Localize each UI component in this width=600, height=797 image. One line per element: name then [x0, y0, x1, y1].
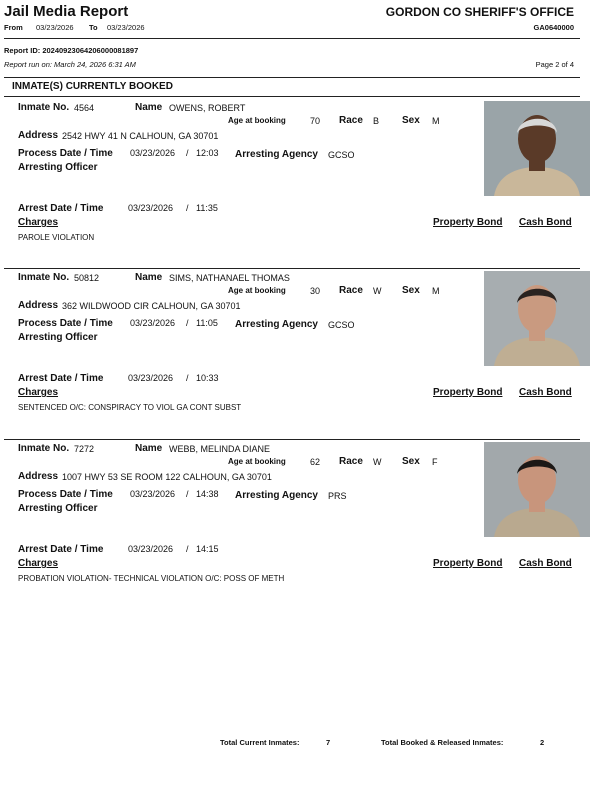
process-label: Process Date / Time [18, 318, 113, 329]
race-label: Race [339, 115, 363, 126]
officer-label: Arresting Officer [18, 332, 98, 343]
address-label: Address [18, 130, 59, 141]
process-time: 12:03 [196, 148, 219, 158]
arrest-label: Arrest Date / Time [18, 544, 104, 555]
arrest-date: 03/23/2026 [128, 373, 174, 383]
arrest-slash: / [186, 203, 189, 213]
agency-value: GCSO [328, 320, 355, 330]
process-slash: / [186, 489, 189, 499]
property-bond-label: Property Bond [433, 387, 503, 398]
inmate-record [4, 439, 580, 609]
age-value: 70 [310, 116, 321, 126]
agency-label: Arresting Agency [235, 149, 318, 160]
race-label: Race [339, 456, 363, 467]
race-value: W [373, 457, 382, 467]
inmate-no-value: 4564 [74, 103, 95, 113]
inmate-no-label: Inmate No. [18, 443, 70, 454]
arrest-time: 14:15 [196, 544, 219, 554]
from-date: 03/23/2026 [36, 23, 74, 32]
sex-value: M [432, 286, 440, 296]
inmate-no-value: 50812 [74, 273, 100, 283]
cash-bond-label: Cash Bond [519, 558, 572, 569]
process-label: Process Date / Time [18, 148, 113, 159]
from-label: From [4, 23, 23, 32]
arrest-date: 03/23/2026 [128, 203, 174, 213]
total-booked-label: Total Booked & Released Inmates: [381, 738, 504, 747]
charge-text: SENTENCED O/C: CONSPIRACY TO VIOL GA CONT SUBST [18, 403, 242, 412]
report-title: Jail Media Report [4, 3, 129, 20]
name-label: Name [135, 102, 163, 113]
cash-bond-label: Cash Bond [519, 387, 572, 398]
charges-label: Charges [18, 558, 59, 569]
agency-label: Arresting Agency [235, 490, 318, 501]
sex-value: F [432, 457, 438, 467]
process-date: 03/23/2026 [130, 148, 176, 158]
total-booked-value: 2 [540, 738, 545, 747]
agency-code: GA0640000 [533, 23, 574, 32]
property-bond-label: Property Bond [433, 558, 503, 569]
total-current-label: Total Current Inmates: [220, 738, 300, 747]
to-label: To [89, 23, 98, 32]
mugshot-image [484, 101, 590, 196]
process-slash: / [186, 318, 189, 328]
sex-label: Sex [402, 115, 420, 126]
arrest-time: 11:35 [196, 203, 218, 213]
agency-label: Arresting Agency [235, 319, 318, 330]
officer-label: Arresting Officer [18, 162, 98, 173]
age-value: 30 [310, 286, 321, 296]
address-label: Address [18, 471, 59, 482]
inmate-no-value: 7272 [74, 444, 95, 454]
inmate-name: WEBB, MELINDA DIANE [169, 444, 271, 454]
inmate-name: OWENS, ROBERT [169, 103, 246, 113]
page-number: Page 2 of 4 [535, 60, 574, 69]
inmate-name: SIMS, NATHANAEL THOMAS [169, 273, 290, 283]
process-label: Process Date / Time [18, 489, 113, 500]
charges-label: Charges [18, 217, 59, 228]
section-title: INMATE(S) CURRENTLY BOOKED [12, 81, 173, 92]
charge-text: PAROLE VIOLATION [18, 233, 95, 242]
arrest-label: Arrest Date / Time [18, 373, 104, 384]
name-label: Name [135, 272, 163, 283]
address-value: 362 WILDWOOD CIR CALHOUN, GA 30701 [62, 301, 241, 311]
race-value: B [373, 116, 380, 126]
mugshot-image [484, 271, 590, 366]
charge-text: PROBATION VIOLATION- TECHNICAL VIOLATION O/C: POSS OF METH [18, 574, 285, 583]
process-time: 11:05 [196, 318, 218, 328]
process-time: 14:38 [196, 489, 219, 499]
inmate-record [4, 98, 580, 268]
inmate-record [4, 268, 580, 438]
inmate-no-label: Inmate No. [18, 102, 70, 113]
arrest-time: 10:33 [196, 373, 219, 383]
race-label: Race [339, 285, 363, 296]
age-label: Age at booking [228, 286, 286, 295]
record-divider [4, 268, 580, 269]
officer-label: Arresting Officer [18, 503, 98, 514]
to-date: 03/23/2026 [107, 23, 145, 32]
agency-name: GORDON CO SHERIFF'S OFFICE [385, 5, 574, 19]
race-value: W [373, 286, 382, 296]
charges-label: Charges [18, 387, 59, 398]
report-run-on: Report run on: March 24, 2026 6:31 AM [4, 60, 136, 69]
process-slash: / [186, 148, 189, 158]
report-id: Report ID: 20240923064206000081897 [4, 46, 139, 55]
age-label: Age at booking [228, 116, 286, 125]
inmate-no-label: Inmate No. [18, 272, 70, 283]
address-label: Address [18, 300, 59, 311]
process-date: 03/23/2026 [130, 489, 176, 499]
age-label: Age at booking [228, 457, 286, 466]
address-value: 2542 HWY 41 N CALHOUN, GA 30701 [62, 131, 219, 141]
mugshot-image [484, 442, 590, 537]
sex-label: Sex [402, 285, 420, 296]
name-label: Name [135, 443, 163, 454]
arrest-slash: / [186, 373, 189, 383]
arrest-date: 03/23/2026 [128, 544, 174, 554]
sex-label: Sex [402, 456, 420, 467]
cash-bond-label: Cash Bond [519, 217, 572, 228]
agency-value: GCSO [328, 150, 355, 160]
process-date: 03/23/2026 [130, 318, 176, 328]
address-value: 1007 HWY 53 SE ROOM 122 CALHOUN, GA 30701 [62, 472, 272, 482]
age-value: 62 [310, 457, 321, 467]
mugshot-photo [484, 271, 590, 366]
mugshot-photo [484, 442, 590, 537]
sex-value: M [432, 116, 440, 126]
agency-value: PRS [328, 491, 347, 501]
arrest-slash: / [186, 544, 189, 554]
total-current-value: 7 [326, 738, 331, 747]
property-bond-label: Property Bond [433, 217, 503, 228]
header-divider [4, 38, 580, 39]
arrest-label: Arrest Date / Time [18, 203, 104, 214]
section-header [4, 77, 580, 97]
mugshot-photo [484, 101, 590, 196]
record-divider [4, 439, 580, 440]
